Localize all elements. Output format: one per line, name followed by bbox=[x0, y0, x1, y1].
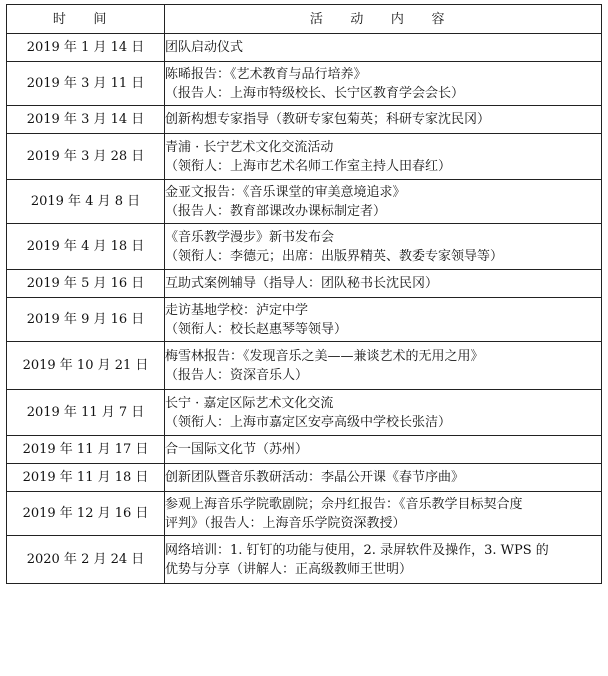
row-date: 2019 年 11 月 18 日 bbox=[7, 464, 165, 492]
activity-line: 走访基地学校：泸定中学 bbox=[165, 302, 309, 318]
activity-line: 互助式案例辅导（指导人：团队秘书长沈民冈） bbox=[165, 276, 439, 291]
row-date: 2019 年 9 月 16 日 bbox=[7, 298, 165, 342]
activity-line: （报告人：上海市特级校长、长宁区教育学会会长） bbox=[165, 85, 465, 101]
table-row bbox=[7, 106, 602, 134]
table-row bbox=[7, 492, 602, 536]
table-row bbox=[7, 34, 602, 62]
table-body bbox=[7, 34, 602, 584]
activity-line: 参观上海音乐学院歌剧院；佘丹红报告：《音乐教学目标契合度 bbox=[165, 496, 523, 512]
activity-line: 陈晞报告：《艺术教育与品行培养》 bbox=[165, 66, 367, 82]
table-row bbox=[7, 390, 602, 436]
activity-line: 网络培训：1. 钉钉的功能与使用，2. 录屏软件及操作，3. WPS 的 bbox=[165, 542, 549, 558]
activity-line: 长宁 · 嘉定区际艺术文化交流 bbox=[165, 395, 334, 411]
row-activity bbox=[165, 492, 602, 536]
header-time: 时 间 bbox=[7, 5, 165, 34]
table-row bbox=[7, 224, 602, 270]
activity-line: （报告人：资深音乐人） bbox=[165, 367, 309, 383]
activity-line: 团队启动仪式 bbox=[165, 40, 244, 55]
table-row bbox=[7, 464, 602, 492]
table-row bbox=[7, 298, 602, 342]
header-content: 活 动 内 容 bbox=[165, 5, 602, 34]
activity-line: 合一国际文化节（苏州） bbox=[165, 442, 309, 457]
activity-line: 创新构想专家指导（教研专家包菊英；科研专家沈民冈） bbox=[165, 112, 491, 127]
row-activity bbox=[165, 106, 602, 134]
row-date: 2019 年 3 月 28 日 bbox=[7, 134, 165, 180]
schedule-table bbox=[6, 4, 602, 584]
activity-line: （领衔人：校长赵惠琴等领导） bbox=[165, 321, 348, 337]
activity-line: （领衔人：李德元；出席：出版界精英、教委专家领导等） bbox=[165, 248, 504, 264]
activity-line: （报告人：教育部课改办课标制定者） bbox=[165, 203, 387, 219]
row-date: 2019 年 5 月 16 日 bbox=[7, 270, 165, 298]
row-activity bbox=[165, 224, 602, 270]
row-date: 2020 年 2 月 24 日 bbox=[7, 536, 165, 584]
table-row bbox=[7, 62, 602, 106]
activity-line: 《音乐教学漫步》新书发布会 bbox=[165, 229, 335, 245]
header-row bbox=[7, 5, 602, 34]
row-activity bbox=[165, 34, 602, 62]
row-activity bbox=[165, 62, 602, 106]
table-row bbox=[7, 436, 602, 464]
row-date: 2019 年 1 月 14 日 bbox=[7, 34, 165, 62]
row-date: 2019 年 4 月 18 日 bbox=[7, 224, 165, 270]
row-activity bbox=[165, 464, 602, 492]
activity-line: （领衔人：上海市艺术名师工作室主持人田春红） bbox=[165, 158, 452, 174]
activity-line: 评判》（报告人：上海音乐学院资深教授） bbox=[165, 515, 406, 531]
activity-line: 创新团队暨音乐教研活动：李晶公开课《春节序曲》 bbox=[165, 470, 465, 485]
row-activity bbox=[165, 342, 602, 390]
activity-line: 梅雪林报告：《发现音乐之美——兼谈艺术的无用之用》 bbox=[165, 348, 484, 364]
row-activity bbox=[165, 134, 602, 180]
row-activity bbox=[165, 390, 602, 436]
row-date: 2019 年 3 月 14 日 bbox=[7, 106, 165, 134]
table-row bbox=[7, 342, 602, 390]
row-activity bbox=[165, 436, 602, 464]
activity-line: 金亚文报告：《音乐课堂的审美意境追求》 bbox=[165, 184, 406, 200]
row-date: 2019 年 10 月 21 日 bbox=[7, 342, 165, 390]
row-date: 2019 年 3 月 11 日 bbox=[7, 62, 165, 106]
activity-line: 青浦 · 长宁艺术文化交流活动 bbox=[165, 139, 334, 155]
row-date: 2019 年 12 月 16 日 bbox=[7, 492, 165, 536]
table-row bbox=[7, 536, 602, 584]
row-activity bbox=[165, 270, 602, 298]
row-date: 2019 年 4 月 8 日 bbox=[7, 180, 165, 224]
row-activity bbox=[165, 298, 602, 342]
table-row bbox=[7, 180, 602, 224]
row-date: 2019 年 11 月 7 日 bbox=[7, 390, 165, 436]
activity-line: （领衔人：上海市嘉定区安亭高级中学校长张洁） bbox=[165, 414, 452, 430]
table-row bbox=[7, 134, 602, 180]
activity-line: 优势与分享（讲解人：正高级教师王世明） bbox=[165, 561, 413, 577]
row-date: 2019 年 11 月 17 日 bbox=[7, 436, 165, 464]
row-activity bbox=[165, 536, 602, 584]
table-row bbox=[7, 270, 602, 298]
row-activity bbox=[165, 180, 602, 224]
